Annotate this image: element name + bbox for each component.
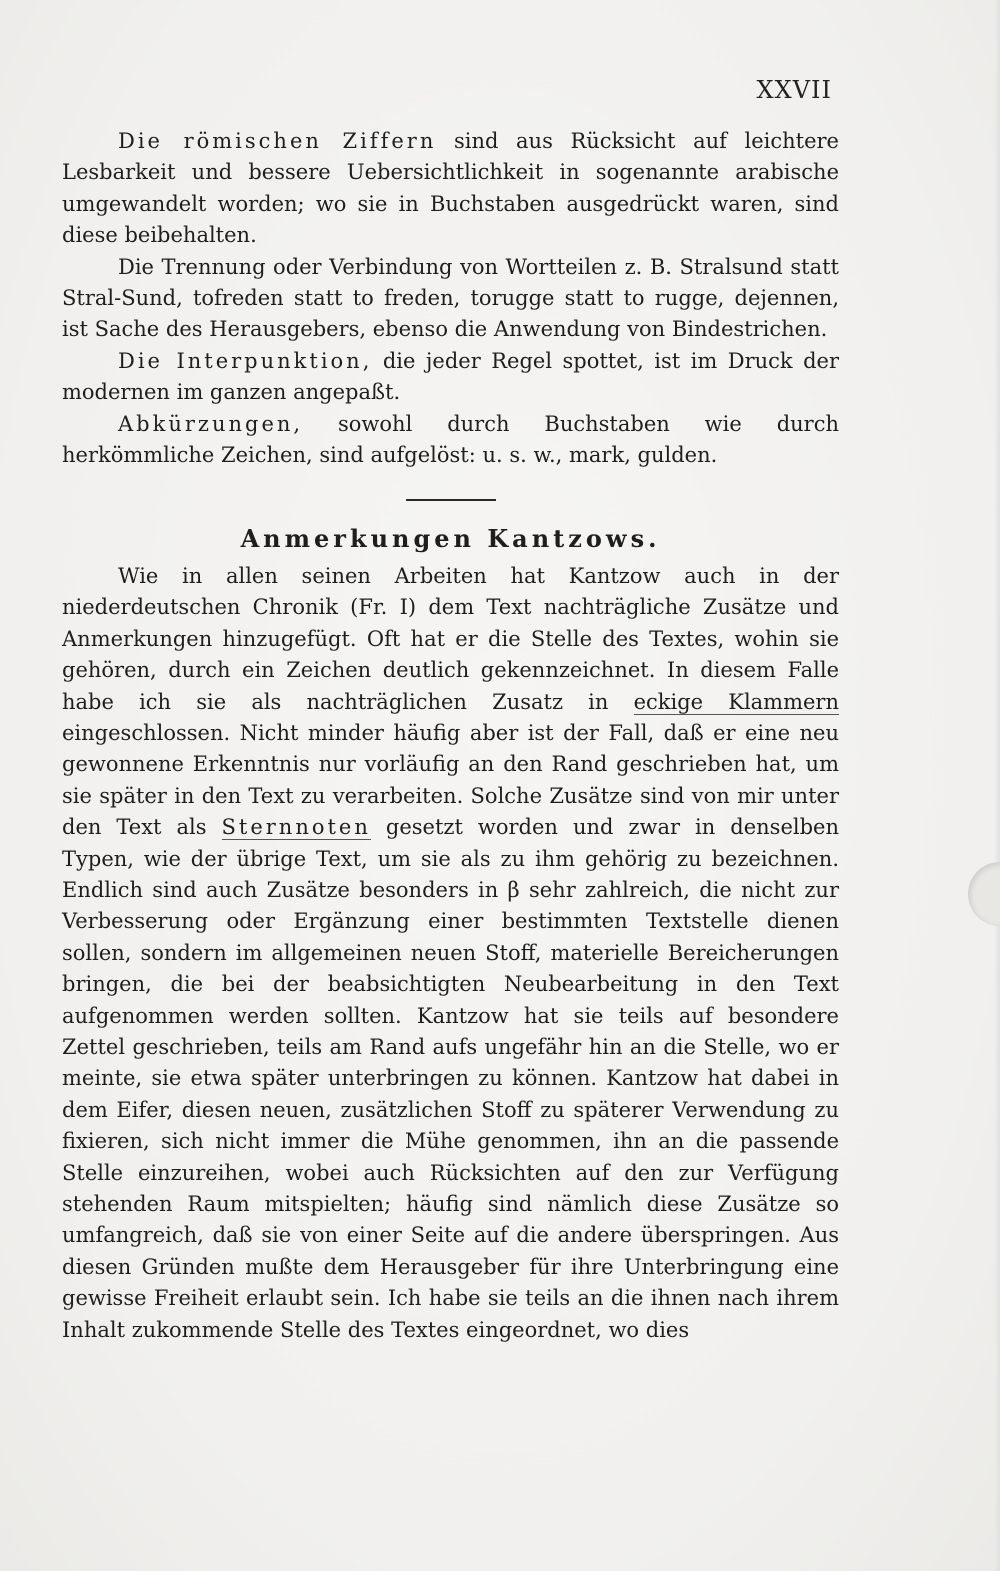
- text-block: [62, 126, 839, 1346]
- paragraph-text: sowohl durch Buchstaben wie durch herkömmliche Zeichen, sind aufgelöst: u. s. w., mark, gulden.: [62, 411, 839, 468]
- paragraph-abbreviations: [62, 409, 839, 472]
- page-edge-shadow: [994, 0, 1000, 1571]
- paragraph-lead: Abkürzungen,: [118, 411, 304, 436]
- paragraph-word-separation: [62, 252, 839, 346]
- paragraph-lead: Die Interpunktion,: [118, 348, 373, 373]
- paragraph-lead: Die römischen Ziffern: [118, 129, 437, 153]
- handwritten-underline-term: Sternnoten: [221, 815, 371, 840]
- paragraph-text: Stralsund statt Stral-Sund, tofreden statt to freden, torugge statt to rugge, dejennen, ist Sache des Herausgebers, ebenso die Anwendung von Bindestrichen.: [62, 254, 839, 342]
- section-heading: Anmerkungen Kantzows.: [240, 524, 661, 554]
- paragraph-roman-numerals: [62, 126, 839, 252]
- page-number: XXVII: [756, 76, 832, 104]
- paragraph-text: sind aus Rücksicht auf leichtere Lesbarkeit und bessere Uebersichtlichkeit in sogenannte arabische umgewandelt worden; wo sie in Buchstaben ausgedrückt waren, sind diese beibehalten.: [62, 129, 839, 248]
- paragraph-punctuation: [62, 346, 839, 409]
- paragraph-annotations: [62, 561, 839, 1346]
- paragraph-text: die jeder Regel spottet, ist im Druck der modernen im ganzen angepaßt.: [62, 348, 839, 405]
- section-divider: [406, 499, 496, 501]
- paragraph-text: gesetzt worden und zwar in denselben Typen, wie der übrige Text, um sie als zu ihm gehörig zu bezeichnen. Endlich sind auch Zusätze besonders in β sehr zahlreich, die nicht zur Verbesserung oder Ergänzung einer bestimmten Textstelle dienen sollen, sondern im allgemeinen neuen Stoff, materielle Bereicherungen bringen, die bei der beabsichtigten Neubearbeitung in den Text aufgenommen werden sollten. Kantzow hat sie teils auf besondere Zettel geschrieben, teils am Rand aufs ungefähr hin an die Stelle, wo er meinte, sie etwa später unterbringen zu können. Kantzow hat dabei in dem Eifer, diesen neuen, zusätzlichen Stoff zu späterer Verwendung zu fixieren, sich nicht immer die Mühe genommen, ihn an die passende Stelle einzureihen, wobei auch Rücksichten auf den zur Verfügung stehenden Raum mitspielten; häufig sind nämlich diese Zusätze so umfangreich, daß sie von einer Seite auf die andere überspringen. Aus diesen Gründen mußte dem Herausgeber für ihre Unterbringung eine gewisse Freiheit erlaubt sein. Ich habe sie teils an die ihnen nach ihrem Inhalt zukommende Stelle des Textes eingeordnet, wo dies: [62, 815, 839, 1342]
- paragraph-lead: Die Trennung oder Verbindung von Wortteilen z. B.: [118, 254, 672, 279]
- handwritten-underline-phrase: eckige Klammern: [633, 689, 839, 714]
- paragraph-text: Wie in allen seinen Arbeiten hat Kantzow auch in der niederdeutschen Chronik (Fr. I) dem Text nachträgliche Zusätze und Anmerkungen hinzugefügt. Oft hat er die Stelle des Textes, wohin sie gehören, durch ein Zeichen deutlich gekennzeichnet. In diesem Falle habe ich sie als nachträglichen Zusatz in: [62, 563, 839, 714]
- paragraph-text: eingeschlossen. Nicht minder häufig aber ist der Fall, daß er eine neu gewonnene Erkenntnis nur vorläufig an den Rand geschrieben hat, um sie später in den Text zu verarbeiten. Solche Zusätze sind von mir unter den Text als: [62, 720, 839, 840]
- binding-hole: [968, 862, 1000, 926]
